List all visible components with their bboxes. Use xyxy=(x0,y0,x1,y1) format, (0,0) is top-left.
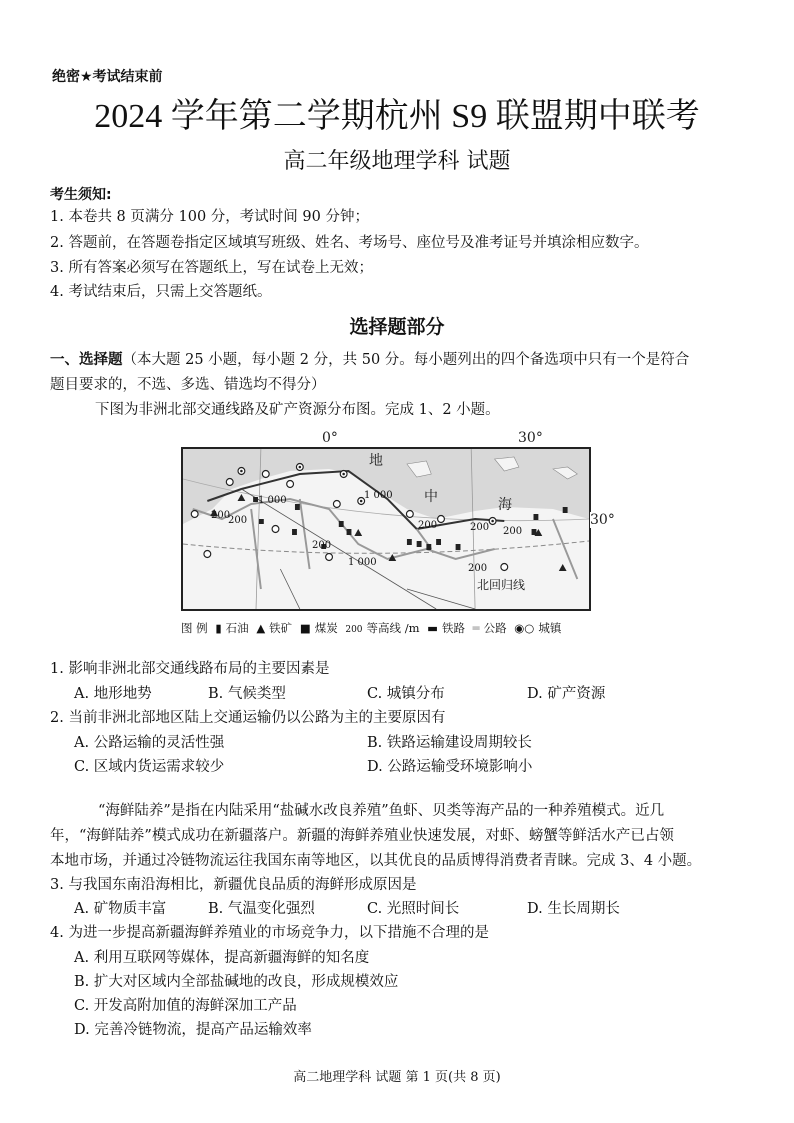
contour-label: 200 xyxy=(211,510,231,521)
contour-label: 200 xyxy=(470,522,490,533)
notice-item: 4. 考试结束后，只需上交答题纸。 xyxy=(50,284,272,300)
part-label: 一、选择题 xyxy=(50,352,123,368)
contour-label: 200 xyxy=(418,520,438,531)
question-2-option-c: C. 区域内货运需求较少 xyxy=(74,759,225,775)
question-4-stem: 4. 为进一步提高新疆海鲜养殖业的市场竞争力，以下措施不合理的是 xyxy=(50,925,489,941)
longitude-label: 30° xyxy=(518,430,543,446)
question-3-option-a: A. 矿物质丰富 xyxy=(74,901,167,917)
legend-oil: 石油 xyxy=(225,621,249,635)
contour-label: 1 000 xyxy=(364,490,393,501)
notice-heading: 考生须知: xyxy=(50,187,112,203)
oil-icon: ▮ xyxy=(215,621,222,635)
road-icon: ═ xyxy=(472,621,480,635)
contour-label: 200 xyxy=(468,563,488,574)
question-1-option-a: A. 地形地势 xyxy=(74,686,152,702)
part-desc-1: （本大题 25 小题，每小题 2 分，共 50 分。每小题列出的四个备选项中只有一个是符合 xyxy=(122,352,690,368)
notice-item: 2. 答题前，在答题卷指定区域填写班级、姓名、考场号、座位号及准考证号并填涂相应数字。 xyxy=(50,235,649,251)
railway-icon: ▬ xyxy=(427,621,439,635)
part-desc-2: 题目要求的，不选、多选、错选均不得分） xyxy=(50,377,326,393)
confidential-mark: 绝密★考试结束前 xyxy=(52,69,163,85)
legend-contour-sample: 200 xyxy=(345,625,363,635)
map-graphic xyxy=(183,449,589,609)
legend-coal: 煤炭 xyxy=(314,621,338,635)
tropic-label: 北回归线 xyxy=(477,578,526,592)
question-3-stem: 3. 与我国东南沿海相比，新疆优良品质的海鲜形成原因是 xyxy=(50,877,417,893)
longitude-label: 0° xyxy=(322,430,338,446)
passage-line: “海鲜陆养”是指在内陆采用“盐碱水改良养殖”鱼虾、贝类等海产品的一种养殖模式。近几 xyxy=(98,803,665,819)
exam-subtitle: 高二年级地理学科 试题 xyxy=(283,149,511,174)
map-legend xyxy=(181,620,565,636)
exam-title: 2024 学年第二学期杭州 S9 联盟期中联考 xyxy=(94,98,700,135)
iron-icon: ▲ xyxy=(256,621,266,635)
question-2-option-b: B. 铁路运输建设周期较长 xyxy=(367,735,532,751)
contour-label: 200 xyxy=(503,526,523,537)
question-4-option-c: C. 开发高附加值的海鲜深加工产品 xyxy=(74,998,297,1014)
part-instructions xyxy=(50,348,689,369)
passage-line: 本地市场，并通过冷链物流运往我国东南等地区，以其优良的品质博得消费者青睐。完成 3、4 小题。 xyxy=(50,853,702,869)
legend-iron: 铁矿 xyxy=(269,621,293,635)
page-footer: 高二地理学科 试题 第 1 页(共 8 页) xyxy=(293,1070,501,1085)
legend-title: 图 例 xyxy=(181,621,208,635)
contour-label: 1 000 xyxy=(258,495,287,506)
question-2-stem: 2. 当前非洲北部地区陆上交通运输仍以公路为主的主要原因有 xyxy=(50,710,446,726)
notice-item: 3. 所有答案必须写在答题纸上，写在试卷上无效； xyxy=(50,260,373,276)
contour-label: 200 xyxy=(312,540,332,551)
notice-item: 1. 本卷共 8 页满分 100 分，考试时间 90 分钟； xyxy=(50,209,369,225)
sea-label: 中 xyxy=(424,489,438,505)
sea-label: 海 xyxy=(498,497,512,513)
coal-icon: ■ xyxy=(299,621,311,635)
question-3-option-b: B. 气温变化强烈 xyxy=(208,901,315,917)
legend-contour: 等高线 /m xyxy=(366,621,420,635)
question-2-option-a: A. 公路运输的灵活性强 xyxy=(74,735,225,751)
question-3-option-c: C. 光照时间长 xyxy=(367,901,460,917)
question-1-stem: 1. 影响非洲北部交通线路布局的主要因素是 xyxy=(50,661,330,677)
sea-label: 地 xyxy=(369,453,383,469)
question-1-option-d: D. 矿产资源 xyxy=(527,686,606,702)
question-4-option-b: B. 扩大对区域内全部盐碱地的改良，形成规模效应 xyxy=(74,974,399,990)
map-intro: 下图为非洲北部交通线路及矿产资源分布图。完成 1、2 小题。 xyxy=(95,402,500,418)
town-icon: ◉○ xyxy=(514,621,535,635)
latitude-label: 30° xyxy=(590,512,615,528)
question-3-option-d: D. 生长周期长 xyxy=(527,901,620,917)
question-4-option-a: A. 利用互联网等媒体，提高新疆海鲜的知名度 xyxy=(74,950,370,966)
contour-label: 1 000 xyxy=(348,557,377,568)
contour-label: 200 xyxy=(228,515,248,526)
legend-town: 城镇 xyxy=(538,621,562,635)
legend-railway: 铁路 xyxy=(442,621,466,635)
section-title: 选择题部分 xyxy=(349,316,445,338)
question-1-option-b: B. 气候类型 xyxy=(208,686,286,702)
question-2-option-d: D. 公路运输受环境影响小 xyxy=(367,759,533,775)
question-1-option-c: C. 城镇分布 xyxy=(367,686,445,702)
north-africa-map xyxy=(181,447,591,611)
legend-road: 公路 xyxy=(483,621,507,635)
passage-line: 年，“海鲜陆养”模式成功在新疆落户。新疆的海鲜养殖业快速发展，对虾、螃蟹等鲜活水产已占领 xyxy=(50,828,674,844)
question-4-option-d: D. 完善冷链物流，提高产品运输效率 xyxy=(74,1022,312,1038)
